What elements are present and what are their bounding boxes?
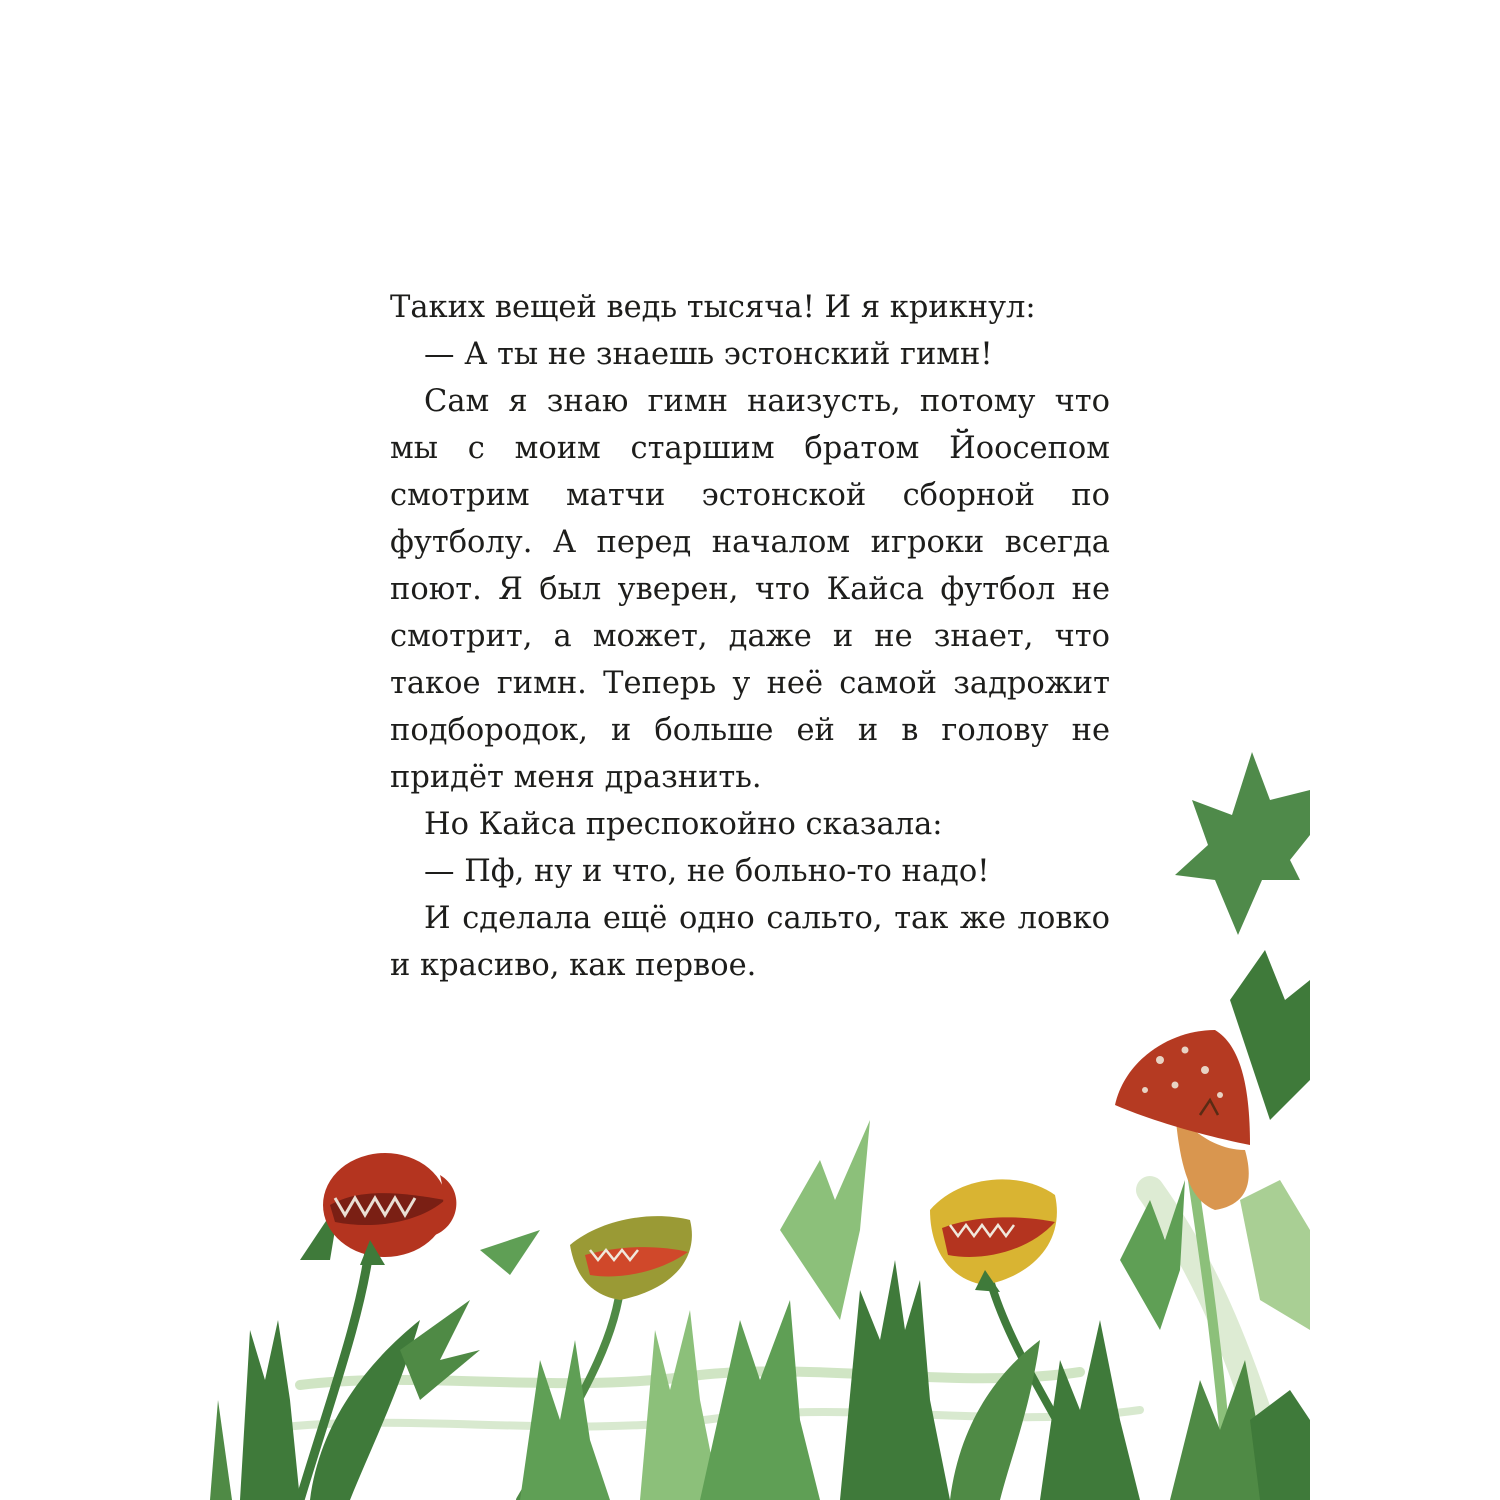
- stem: [300, 1245, 370, 1500]
- leaf: [520, 1340, 610, 1500]
- leaf: [400, 1300, 480, 1400]
- olive-flower: [570, 1216, 692, 1300]
- mushroom: [1115, 1030, 1250, 1210]
- stem: [520, 1290, 620, 1500]
- paragraph: Сам я знаю гимн наизусть, потому что мы с моим старшим братом Йоосепом смотрим матчи эстонской сборной по футболу. А перед началом игроки всегда поют. Я был уверен, что Кайса футбол не смотрит, а может, даже и не знает, что такое гимн. Теперь у неё самой задрожит подбородок, и больше ей и в голову не придёт меня дразнить.: [390, 384, 1110, 795]
- grass-scribble: [260, 1410, 1140, 1430]
- leaf: [480, 1230, 540, 1275]
- star-leaf: [1175, 752, 1310, 935]
- leaf: [700, 1300, 820, 1500]
- leaf: [300, 1200, 340, 1260]
- leaf: [1170, 1360, 1290, 1500]
- paragraph: — Пф, ну и что, не больно-то надо!: [424, 854, 990, 889]
- body-text: [390, 284, 1110, 989]
- grass-scribble: [300, 1371, 1080, 1385]
- stem: [990, 1280, 1100, 1500]
- leaf: [1240, 1180, 1310, 1330]
- leaf: [1120, 1180, 1185, 1330]
- paragraph: И сделала ещё одно сальто, так же ловко и красиво, как первое.: [390, 901, 1110, 983]
- paragraph: Таких вещей ведь тысяча! И я крикнул:: [390, 290, 1036, 325]
- leaf: [950, 1340, 1040, 1500]
- leaf: [1040, 1320, 1140, 1500]
- leaf: [640, 1310, 720, 1500]
- yellow-flower: [930, 1179, 1057, 1292]
- red-flower: [323, 1153, 456, 1265]
- leaf: [840, 1260, 950, 1500]
- stem: [1190, 1160, 1230, 1500]
- leaf: [780, 1120, 870, 1320]
- leaf: [240, 1320, 300, 1500]
- leaf: [310, 1320, 420, 1500]
- leaf: [210, 1400, 232, 1500]
- grass-scribble: [1150, 1190, 1260, 1420]
- leaf: [1250, 1390, 1310, 1500]
- paragraph: Но Кайса преспокойно сказала:: [424, 807, 943, 842]
- paragraph: — А ты не знаешь эстонский гимн!: [424, 337, 993, 372]
- leaf: [1230, 950, 1310, 1120]
